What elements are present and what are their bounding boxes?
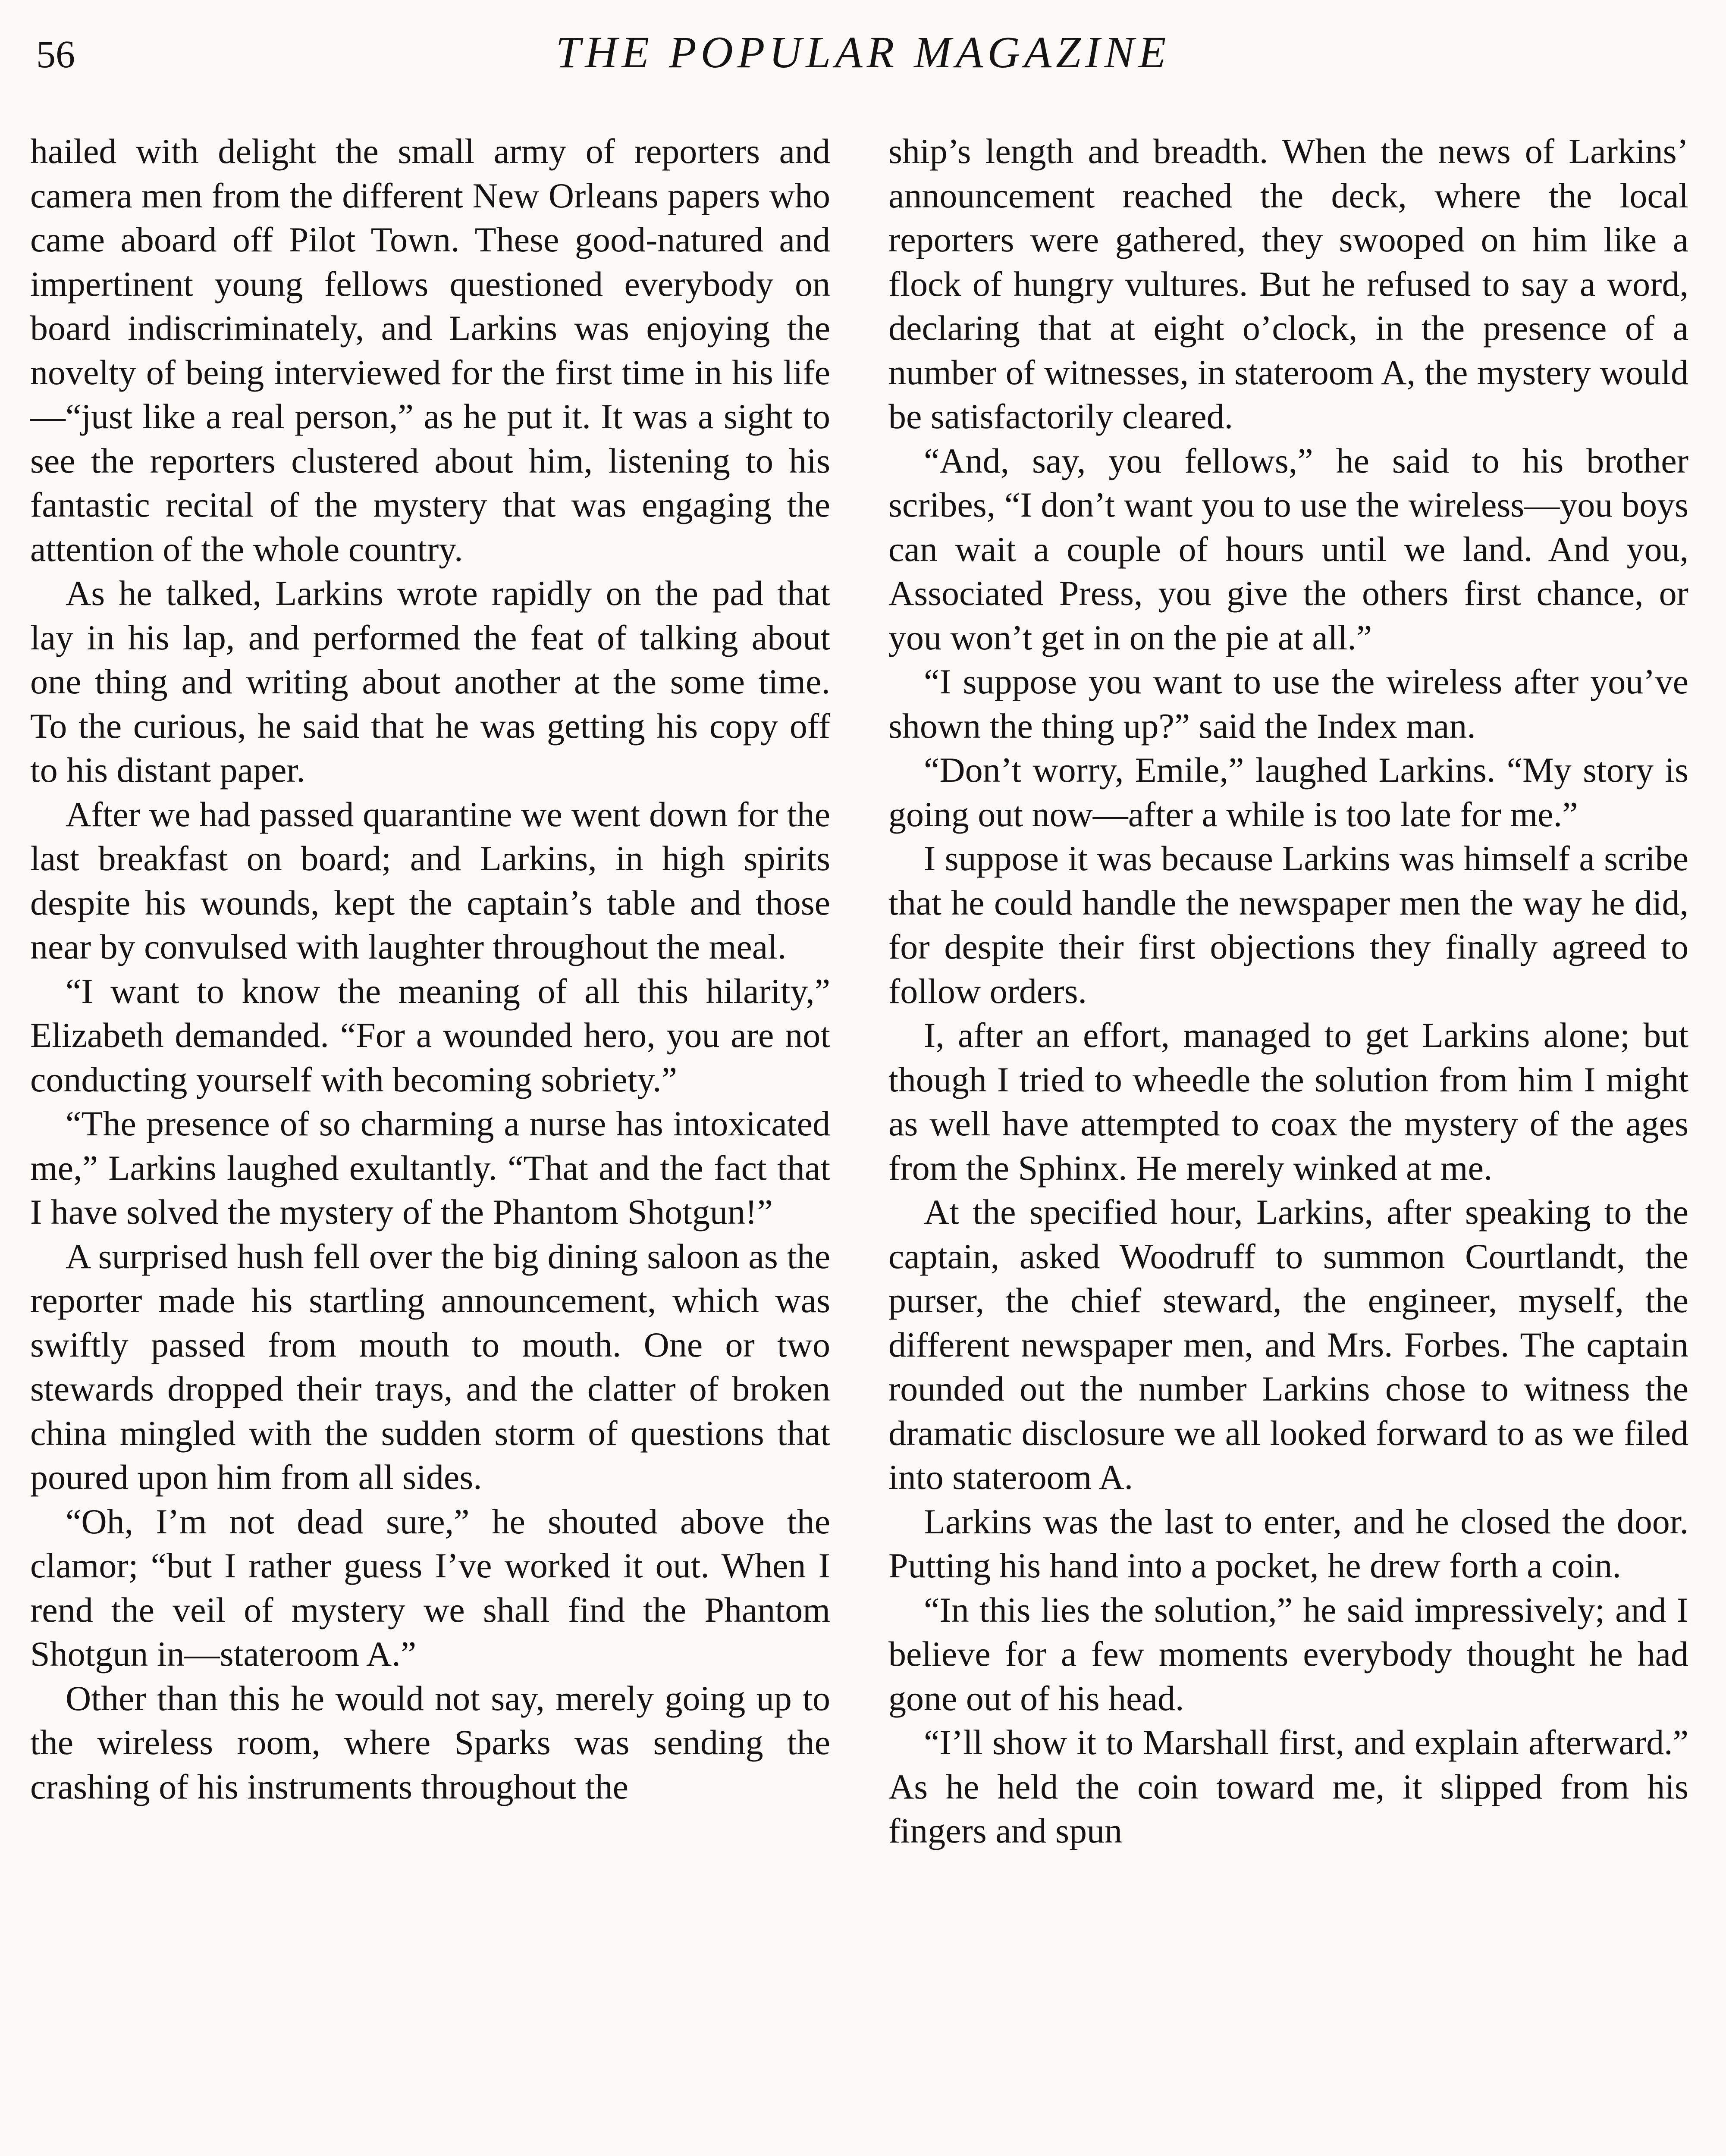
paragraph: “In this lies the solution,” he said impressively; and I believe for a few moments everybody thought he had gone out of his head. xyxy=(888,1590,1688,1718)
paragraph: “Oh, I’m not dead sure,” he shouted above the clamor; “but I rather guess I’ve worked it out. When I rend the veil of mystery we shall find the Phantom Shotgun in—stateroom A.” xyxy=(30,1501,830,1673)
paragraph: At the specified hour, Larkins, after speaking to the captain, asked Woodruff to summon Courtlandt, the purser, the chief steward, the engineer, myself, the different newspaper men, and Mrs. Forbes. The captain rounded out the number Larkins chose to witness the dramatic disclosure we all looked forward to as we filed into stateroom A. xyxy=(888,1192,1688,1497)
paragraph: ship’s length and breadth. When the news of Larkins’ announcement reached the deck, where the local reporters were gathered, they swooped on him like a flock of hungry vultures. But he refused to say a word, declaring that at eight o’clock, in the presence of a number of witnesses, in stateroom A, the mystery would be satisfactorily cleared. xyxy=(888,132,1688,436)
page-header xyxy=(0,0,1726,112)
right-column xyxy=(888,129,1688,1853)
left-column xyxy=(30,129,830,1809)
paragraph: I suppose it was because Larkins was himself a scribe that he could handle the newspaper men the way he did, for despite their first objections they finally agreed to follow orders. xyxy=(888,839,1688,1011)
paragraph: Other than this he would not say, merely going up to the wireless room, where Sparks was sending the crashing of his instruments throughout the xyxy=(30,1678,830,1806)
paragraph: Larkins was the last to enter, and he closed the door. Putting his hand into a pocket, he drew forth a coin. xyxy=(888,1501,1688,1585)
paragraph: hailed with delight the small army of reporters and camera men from the different New Orleans papers who came aboard off Pilot Town. These good-natured and impertinent young fellows questioned everybody on board indiscriminately, and Larkins was enjoying the novelty of being interviewed for the first time in his life—“just like a real person,” as he put it. It was a sight to see the reporters clustered about him, listening to his fantastic recital of the mystery that was engaging the attention of the whole country. xyxy=(30,132,830,569)
paragraph: “The presence of so charming a nurse has intoxicated me,” Larkins laughed exultantly. “That and the fact that I have solved the mystery of the Phantom Shotgun!” xyxy=(30,1104,830,1232)
page-number: 56 xyxy=(36,33,75,76)
paragraph: “I want to know the meaning of all this hilarity,” Elizabeth demanded. “For a wounded hero, you are not conducting yourself with becoming sobriety.” xyxy=(30,971,830,1099)
running-title: THE POPULAR MAGAZINE xyxy=(555,28,1171,77)
paragraph: “And, say, you fellows,” he said to his brother scribes, “I don’t want you to use the wireless—you boys can wait a couple of hours until we land. And you, Associated Press, you give the others first chance, or you won’t get in on the pie at all.” xyxy=(888,441,1688,657)
paragraph: A surprised hush fell over the big dining saloon as the reporter made his startling announcement, which was swiftly passed from mouth to mouth. One or two stewards dropped their trays, and the clatter of broken china mingled with the sudden storm of questions that poured upon him from all sides. xyxy=(30,1236,830,1497)
paragraph: “Don’t worry, Emile,” laughed Larkins. “My story is going out now—after a while is too late for me.” xyxy=(888,750,1688,834)
paragraph: “I suppose you want to use the wireless after you’ve shown the thing up?” said the Index man. xyxy=(888,662,1688,746)
paragraph: “I’ll show it to Marshall first, and explain afterward.” As he held the coin toward me, it slipped from his fingers and spun xyxy=(888,1723,1688,1850)
paragraph: As he talked, Larkins wrote rapidly on the pad that lay in his lap, and performed the feat of talking about one thing and writing about another at the some time. To the curious, he said that he was getting his copy off to his distant paper. xyxy=(30,573,830,790)
paragraph: After we had passed quarantine we went down for the last breakfast on board; and Larkins, in high spirits despite his wounds, kept the captain’s table and those near by convulsed with laughter throughout the meal. xyxy=(30,794,830,966)
paragraph: I, after an effort, managed to get Larkins alone; but though I tried to wheedle the solution from him I might as well have attempted to coax the mystery of the ages from the Sphinx. He merely winked at me. xyxy=(888,1015,1688,1188)
